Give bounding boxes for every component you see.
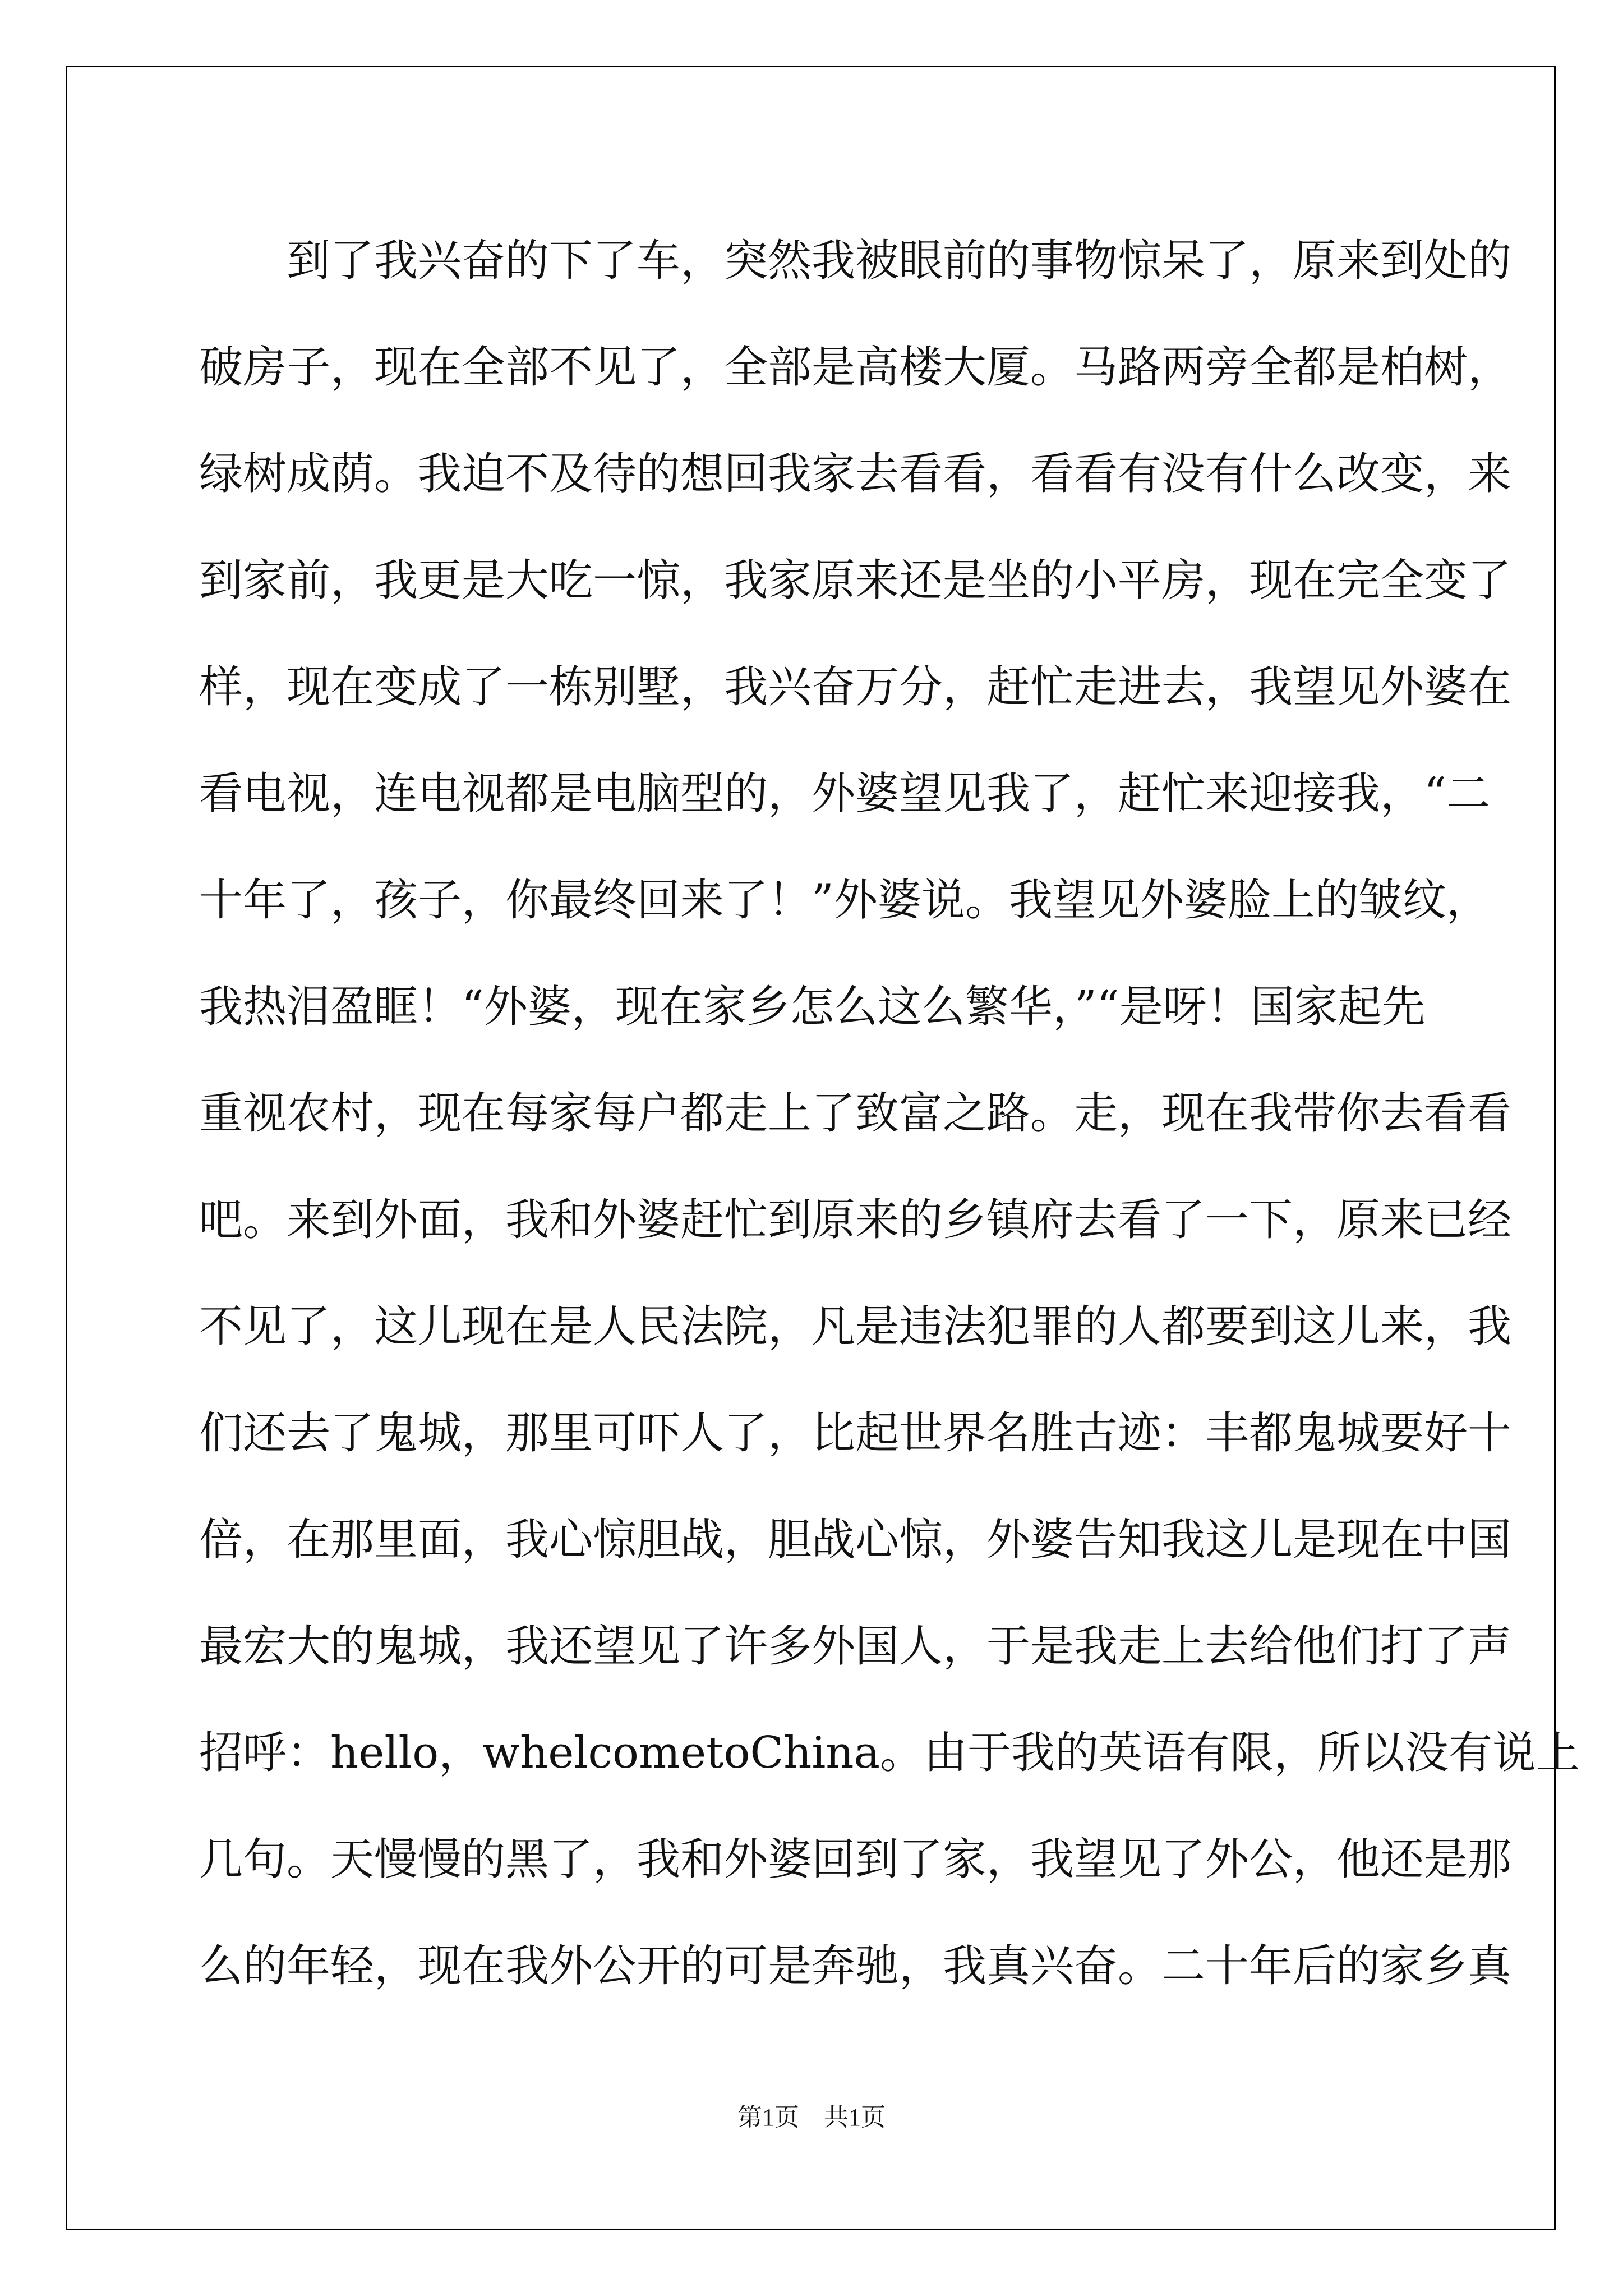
text-line: 们还去了鬼城，那里可吓人了，比起世界名胜古迹：丰都鬼城要好十 xyxy=(199,1408,1512,1458)
text-line: 不见了，这儿现在是人民法院，凡是违法犯罪的人都要到这儿来，我 xyxy=(199,1301,1512,1352)
text-line: 到家前，我更是大吃一惊，我家原来还是坐的小平房，现在完全变了 xyxy=(199,555,1512,606)
text-line: 到了我兴奋的下了车，突然我被眼前的事物惊呆了，原来到处的 xyxy=(287,236,1512,286)
text-line: 我热泪盈眶！“外婆，现在家乡怎么这么繁华，”“是呀！国家起先 xyxy=(199,982,1426,1032)
text-line: 看电视，连电视都是电脑型的，外婆望见我了，赶忙来迎接我，“二 xyxy=(199,769,1490,819)
text-line: 吧。来到外面，我和外婆赶忙到原来的乡镇府去看了一下，原来已经 xyxy=(199,1195,1512,1245)
text-line: 样，现在变成了一栋别墅，我兴奋万分，赶忙走进去，我望见外婆在 xyxy=(199,662,1512,712)
text-line: 破房子，现在全部不见了，全部是高楼大厦。马路两旁全都是柏树， xyxy=(199,342,1512,393)
text-line: 绿树成荫。我迫不及待的想回我家去看看，看看有没有什么改变，来 xyxy=(199,449,1512,499)
page-footer xyxy=(0,2101,1623,2134)
text-line: 重视农村，现在每家每户都走上了致富之路。走，现在我带你去看看 xyxy=(199,1088,1512,1139)
text-line: 么的年轻，现在我外公开的可是奔驰，我真兴奋。二十年后的家乡真 xyxy=(199,1941,1512,1991)
page-number-label: 第1页 共1页 xyxy=(737,2104,886,2131)
text-line: 倍，在那里面，我心惊胆战，胆战心惊，外婆告知我这儿是现在中国 xyxy=(199,1515,1512,1565)
text-line: 十年了，孩子，你最终回来了！”外婆说。我望见外婆脸上的皱纹， xyxy=(199,875,1490,926)
text-line: 最宏大的鬼城，我还望见了许多外国人，于是我走上去给他们打了声 xyxy=(199,1621,1512,1672)
text-line: 招呼：hello，whelcometoChina。由于我的英语有限，所以没有说上 xyxy=(199,1728,1580,1778)
document-body xyxy=(199,208,1580,2019)
text-line: 几句。天慢慢的黑了，我和外婆回到了家，我望见了外公，他还是那 xyxy=(199,1834,1512,1885)
